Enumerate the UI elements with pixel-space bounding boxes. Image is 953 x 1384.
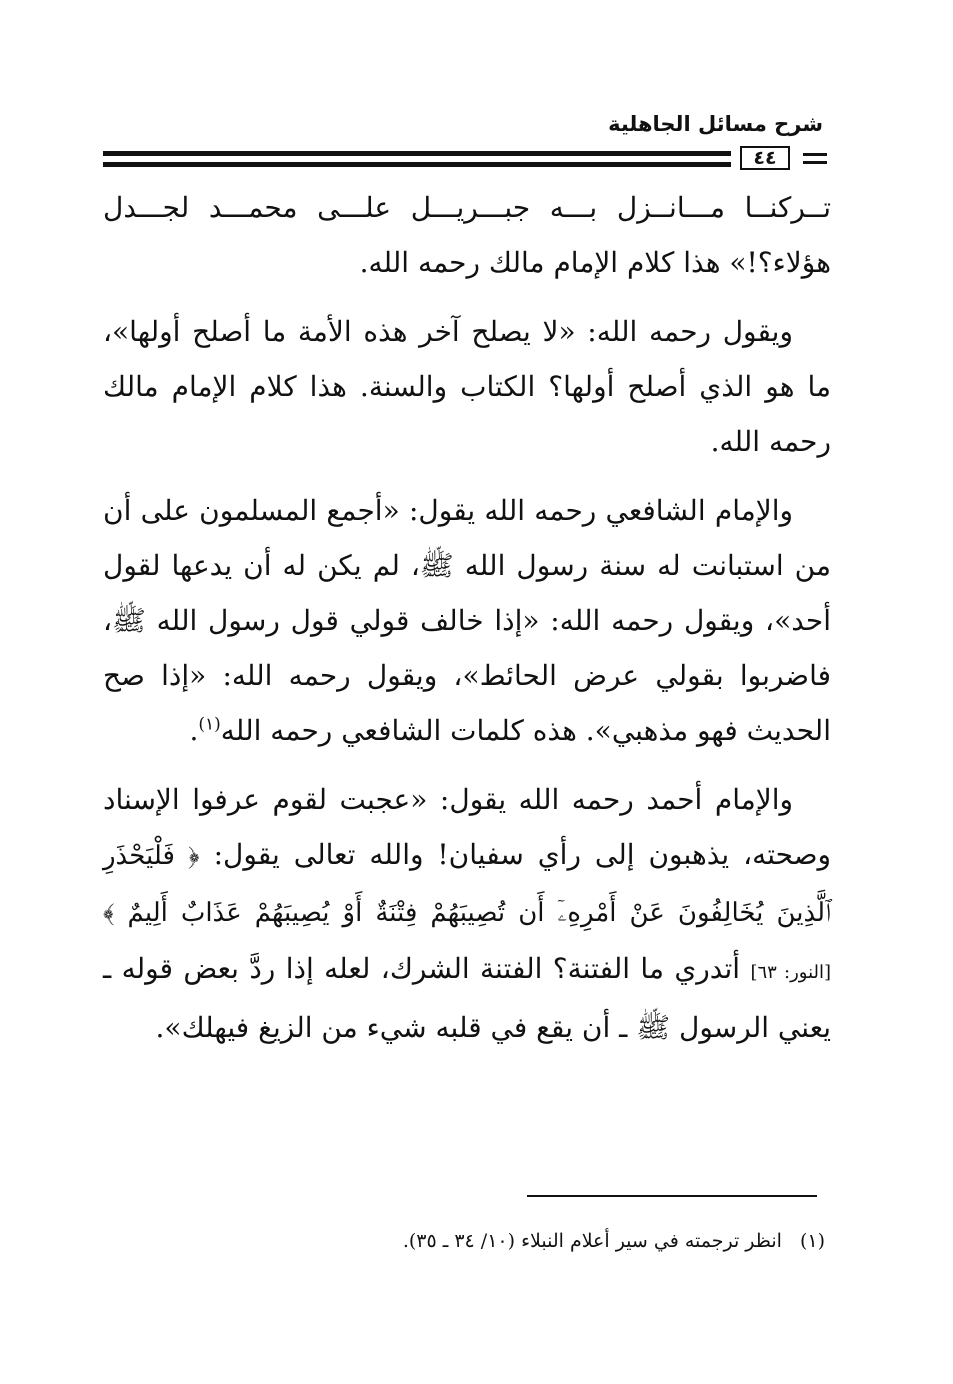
footnote-ref: (١) [198, 714, 221, 735]
paragraph-shafii [103, 483, 831, 758]
footnote [403, 1230, 825, 1252]
paragraph-malik-quote-end: تــركنــا مـــانــزل بـــه جبـــريـــل علـــى محمـــد لجـــدل هؤلاء؟!» هذا كلام الإمام مالك رحمه الله. [103, 191, 831, 279]
footnote-number: (١) [799, 1230, 825, 1252]
header-rule-top [103, 151, 731, 156]
header-dash-top [803, 153, 827, 156]
verse-reference: [النور: ٦٣] [750, 962, 832, 983]
shafii-text: والإمام الشافعي رحمه الله يقول: «أجمع المسلمون على أن من استبانت له سنة رسول الله ﷺ، لم يكن له أن يدعها لقول أحد»، ويقول رحمه الله: «إذا خالف قولي قول رسول الله ﷺ، فاضربوا بقولي عرض الحائط»، ويقول رحمه الله: «إذا صح الحديث فهو مذهبي». هذه كلمات الشافعي رحمه الله [103, 494, 832, 747]
header-dash-bottom [803, 161, 827, 164]
footnote-text: انظر ترجمته في سير أعلام النبلاء (١٠/ ٣٤ ـ ٣٥). [402, 1230, 782, 1252]
quran-verse: ﴿ فَلْيَحْذَرِ ٱلَّذِينَ يُخَالِفُونَ عَنْ أَمْرِهِۦٓ أَن تُصِيبَهُمْ فِتْنَةٌ أَوْ يُصِيبَهُمْ عَذَابٌ أَلِيمٌ ﴾ [103, 841, 831, 928]
page-number: ٤٤ [740, 146, 790, 170]
header-rule-bottom [103, 162, 731, 167]
ahmad-rest: أتدري ما الفتنة؟ الفتنة الشرك، لعله إذا ردَّ بعض قوله ـ يعني الرسول ﷺ ـ أن يقع في قلبه شيء من الزيغ فيهلك». [103, 952, 831, 1044]
running-title: شرح مسائل الجاهلية [608, 112, 823, 136]
paragraph-ahmad [103, 772, 831, 1055]
paragraph-malik-second: ويقول رحمه الله: «لا يصلح آخر هذه الأمة ما أصلح أولها»، ما هو الذي أصلح أولها؟ الكتاب والسنة. هذا كلام الإمام مالك رحمه الله. [103, 315, 831, 458]
footnote-separator [527, 1195, 817, 1197]
shafii-end: . [189, 714, 199, 747]
ahmad-intro: والإمام أحمد رحمه الله يقول: «عجبت لقوم عرفوا الإسناد وصحته، يذهبون إلى رأي سفيان! والله تعالى يقول: [103, 783, 832, 871]
main-text [103, 180, 831, 1069]
